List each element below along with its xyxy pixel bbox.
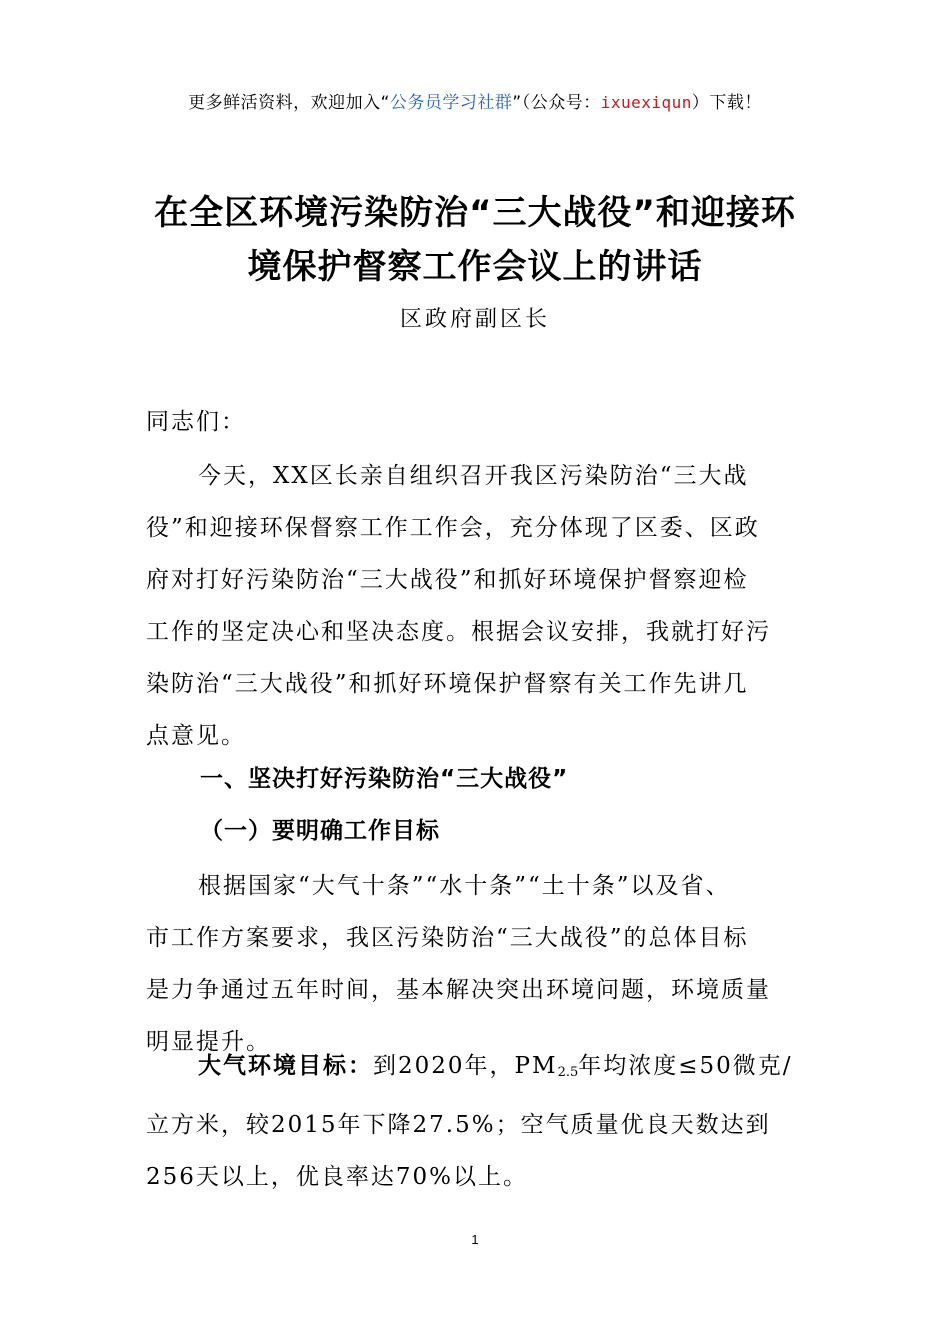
air-target-text: 到2020年，PM bbox=[373, 1053, 558, 1079]
section-heading: 一、坚决打好污染防治“三大战役” bbox=[200, 766, 569, 792]
paragraph-air-targets bbox=[146, 1040, 826, 1203]
paragraph-line: 256天以上，优良率达70%以上。 bbox=[146, 1164, 529, 1190]
paragraph-line: 染防治“三大战役”和抓好环境保护督察有关工作先讲几 bbox=[146, 671, 749, 697]
paragraph-line: 明显提升。 bbox=[146, 1029, 271, 1055]
subsection-heading: （一）要明确工作目标 bbox=[200, 818, 440, 844]
header-prefix: 更多鲜活资料，欢迎加入“ bbox=[188, 93, 390, 113]
paragraph-line: 是力争通过五年时间，基本解决突出环境问题，环境质量 bbox=[146, 977, 771, 1003]
paragraph-line: 市工作方案要求，我区污染防治“三大战役”的总体目标 bbox=[146, 925, 749, 951]
header-account: ixuexiqun bbox=[600, 93, 692, 112]
paragraph-line: 役”和迎接环保督察工作工作会，充分体现了区委、区政 bbox=[146, 515, 760, 541]
title-line-1: 在全区环境污染防治“三大战役”和迎接环 bbox=[154, 193, 796, 233]
paragraph-line: 立方米，较2015年下降27.5%；空气质量优良天数达到 bbox=[146, 1112, 771, 1138]
paragraph-line: 府对打好污染防治“三大战役”和抓好环境保护督察迎检 bbox=[146, 567, 749, 593]
title-line-2: 境保护督察工作会议上的讲话 bbox=[247, 247, 703, 287]
paragraph-line bbox=[146, 1040, 826, 1099]
paragraph-line: 点意见。 bbox=[146, 723, 246, 749]
pm-subscript: 2.5 bbox=[557, 1065, 579, 1080]
paragraph-line: 根据国家“大气十条”“水十条”“土十条”以及省、 bbox=[198, 873, 731, 899]
author-line: 区政府副区长 bbox=[399, 307, 550, 332]
paragraph-intro bbox=[146, 450, 826, 762]
document-title bbox=[120, 186, 830, 294]
page-number: 1 bbox=[471, 1232, 479, 1247]
paragraph-line: 今天，XX区长亲自组织召开我区污染防治“三大战 bbox=[198, 463, 749, 489]
paragraph-goals bbox=[146, 860, 826, 1068]
paragraph-line: 工作的坚定决心和坚决态度。根据会议安排，我就打好污 bbox=[146, 619, 771, 645]
air-target-label: 大气环境目标： bbox=[198, 1053, 373, 1079]
air-target-text-cont: 年均浓度≤50微克/ bbox=[578, 1053, 793, 1079]
header-suffix: ）下载！ bbox=[691, 93, 762, 113]
promo-header bbox=[0, 88, 950, 113]
header-middle: ”（公众号： bbox=[512, 93, 601, 113]
header-group-name: 公务员学习社群 bbox=[389, 93, 513, 113]
salutation: 同志们： bbox=[146, 409, 246, 435]
